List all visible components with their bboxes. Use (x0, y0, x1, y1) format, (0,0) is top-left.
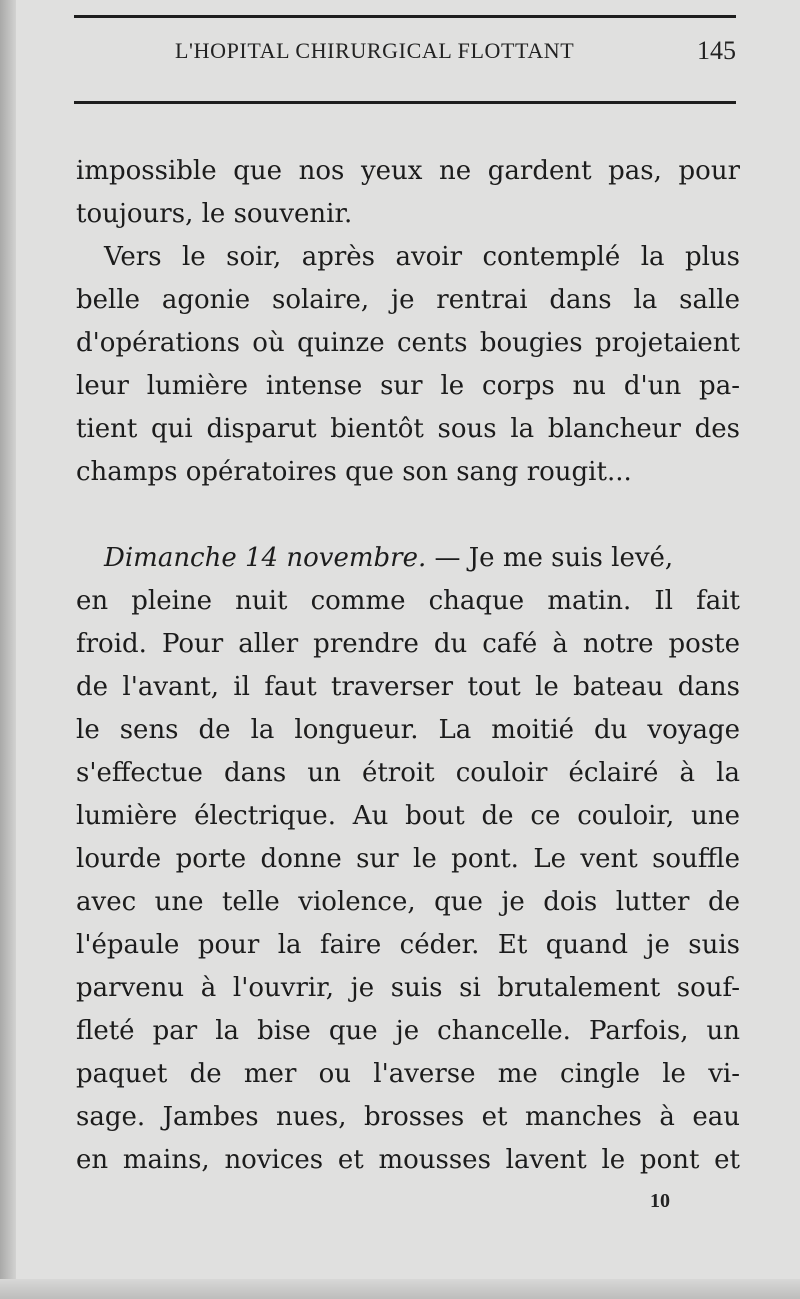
entry-date: Dimanche 14 novembre. (104, 543, 427, 573)
text-line: s'effectue dans un étroit couloir éclairé à la (76, 758, 740, 788)
text-line: champs opératoires que son sang rougit... (76, 457, 632, 487)
text-line: impossible que nos yeux ne gardent pas, pour (76, 156, 740, 186)
page-number: 145 (697, 36, 736, 65)
text-line: toujours, le souvenir. (76, 199, 353, 229)
signature-mark: 10 (650, 1190, 670, 1212)
text-line: parvenu à l'ouvrir, je suis si brutalement souf- (76, 973, 740, 1003)
text-line: de l'avant, il faut traverser tout le bateau dans (76, 672, 740, 702)
page-left-edge (0, 0, 16, 1299)
text-line: belle agonie solaire, je rentrai dans la salle (76, 285, 740, 315)
page-bottom-edge (0, 1279, 800, 1299)
text-line: d'opérations où quinze cents bougies projetaient (76, 328, 740, 358)
text-line: en mains, novices et mousses lavent le pont et (76, 1145, 740, 1175)
text-line: en pleine nuit comme chaque matin. Il fait (76, 586, 740, 616)
paragraph-gap (76, 494, 740, 537)
text-line: froid. Pour aller prendre du café à notre poste (76, 629, 740, 659)
text-line: tient qui disparut bientôt sous la blancheur des (76, 414, 740, 444)
text-line: leur lumière intense sur le corps nu d'un pa- (76, 371, 740, 401)
text-line: fleté par la bise que je chancelle. Parfois, un (76, 1016, 740, 1046)
text-line: avec une telle violence, que je dois lutter de (76, 887, 740, 917)
entry-opening: — Je me suis levé, (426, 543, 674, 573)
text-line-dated (76, 537, 740, 580)
body-text (76, 150, 740, 1182)
text-line: l'épaule pour la faire céder. Et quand je suis (76, 930, 740, 960)
header-bottom-rule (74, 101, 736, 104)
text-line: lumière électrique. Au bout de ce couloir, une (76, 801, 740, 831)
text-line: paquet de mer ou l'averse me cingle le vi- (76, 1059, 740, 1089)
text-line: le sens de la longueur. La moitié du voyage (76, 715, 740, 745)
header-top-rule (74, 15, 736, 18)
running-title: L'HOPITAL CHIRURGICAL FLOTTANT (175, 38, 575, 63)
text-line: sage. Jambes nues, brosses et manches à eau (76, 1102, 740, 1132)
text-line: lourde porte donne sur le pont. Le vent souffle (76, 844, 740, 874)
text-line: Vers le soir, après avoir contemplé la plus (104, 242, 740, 272)
